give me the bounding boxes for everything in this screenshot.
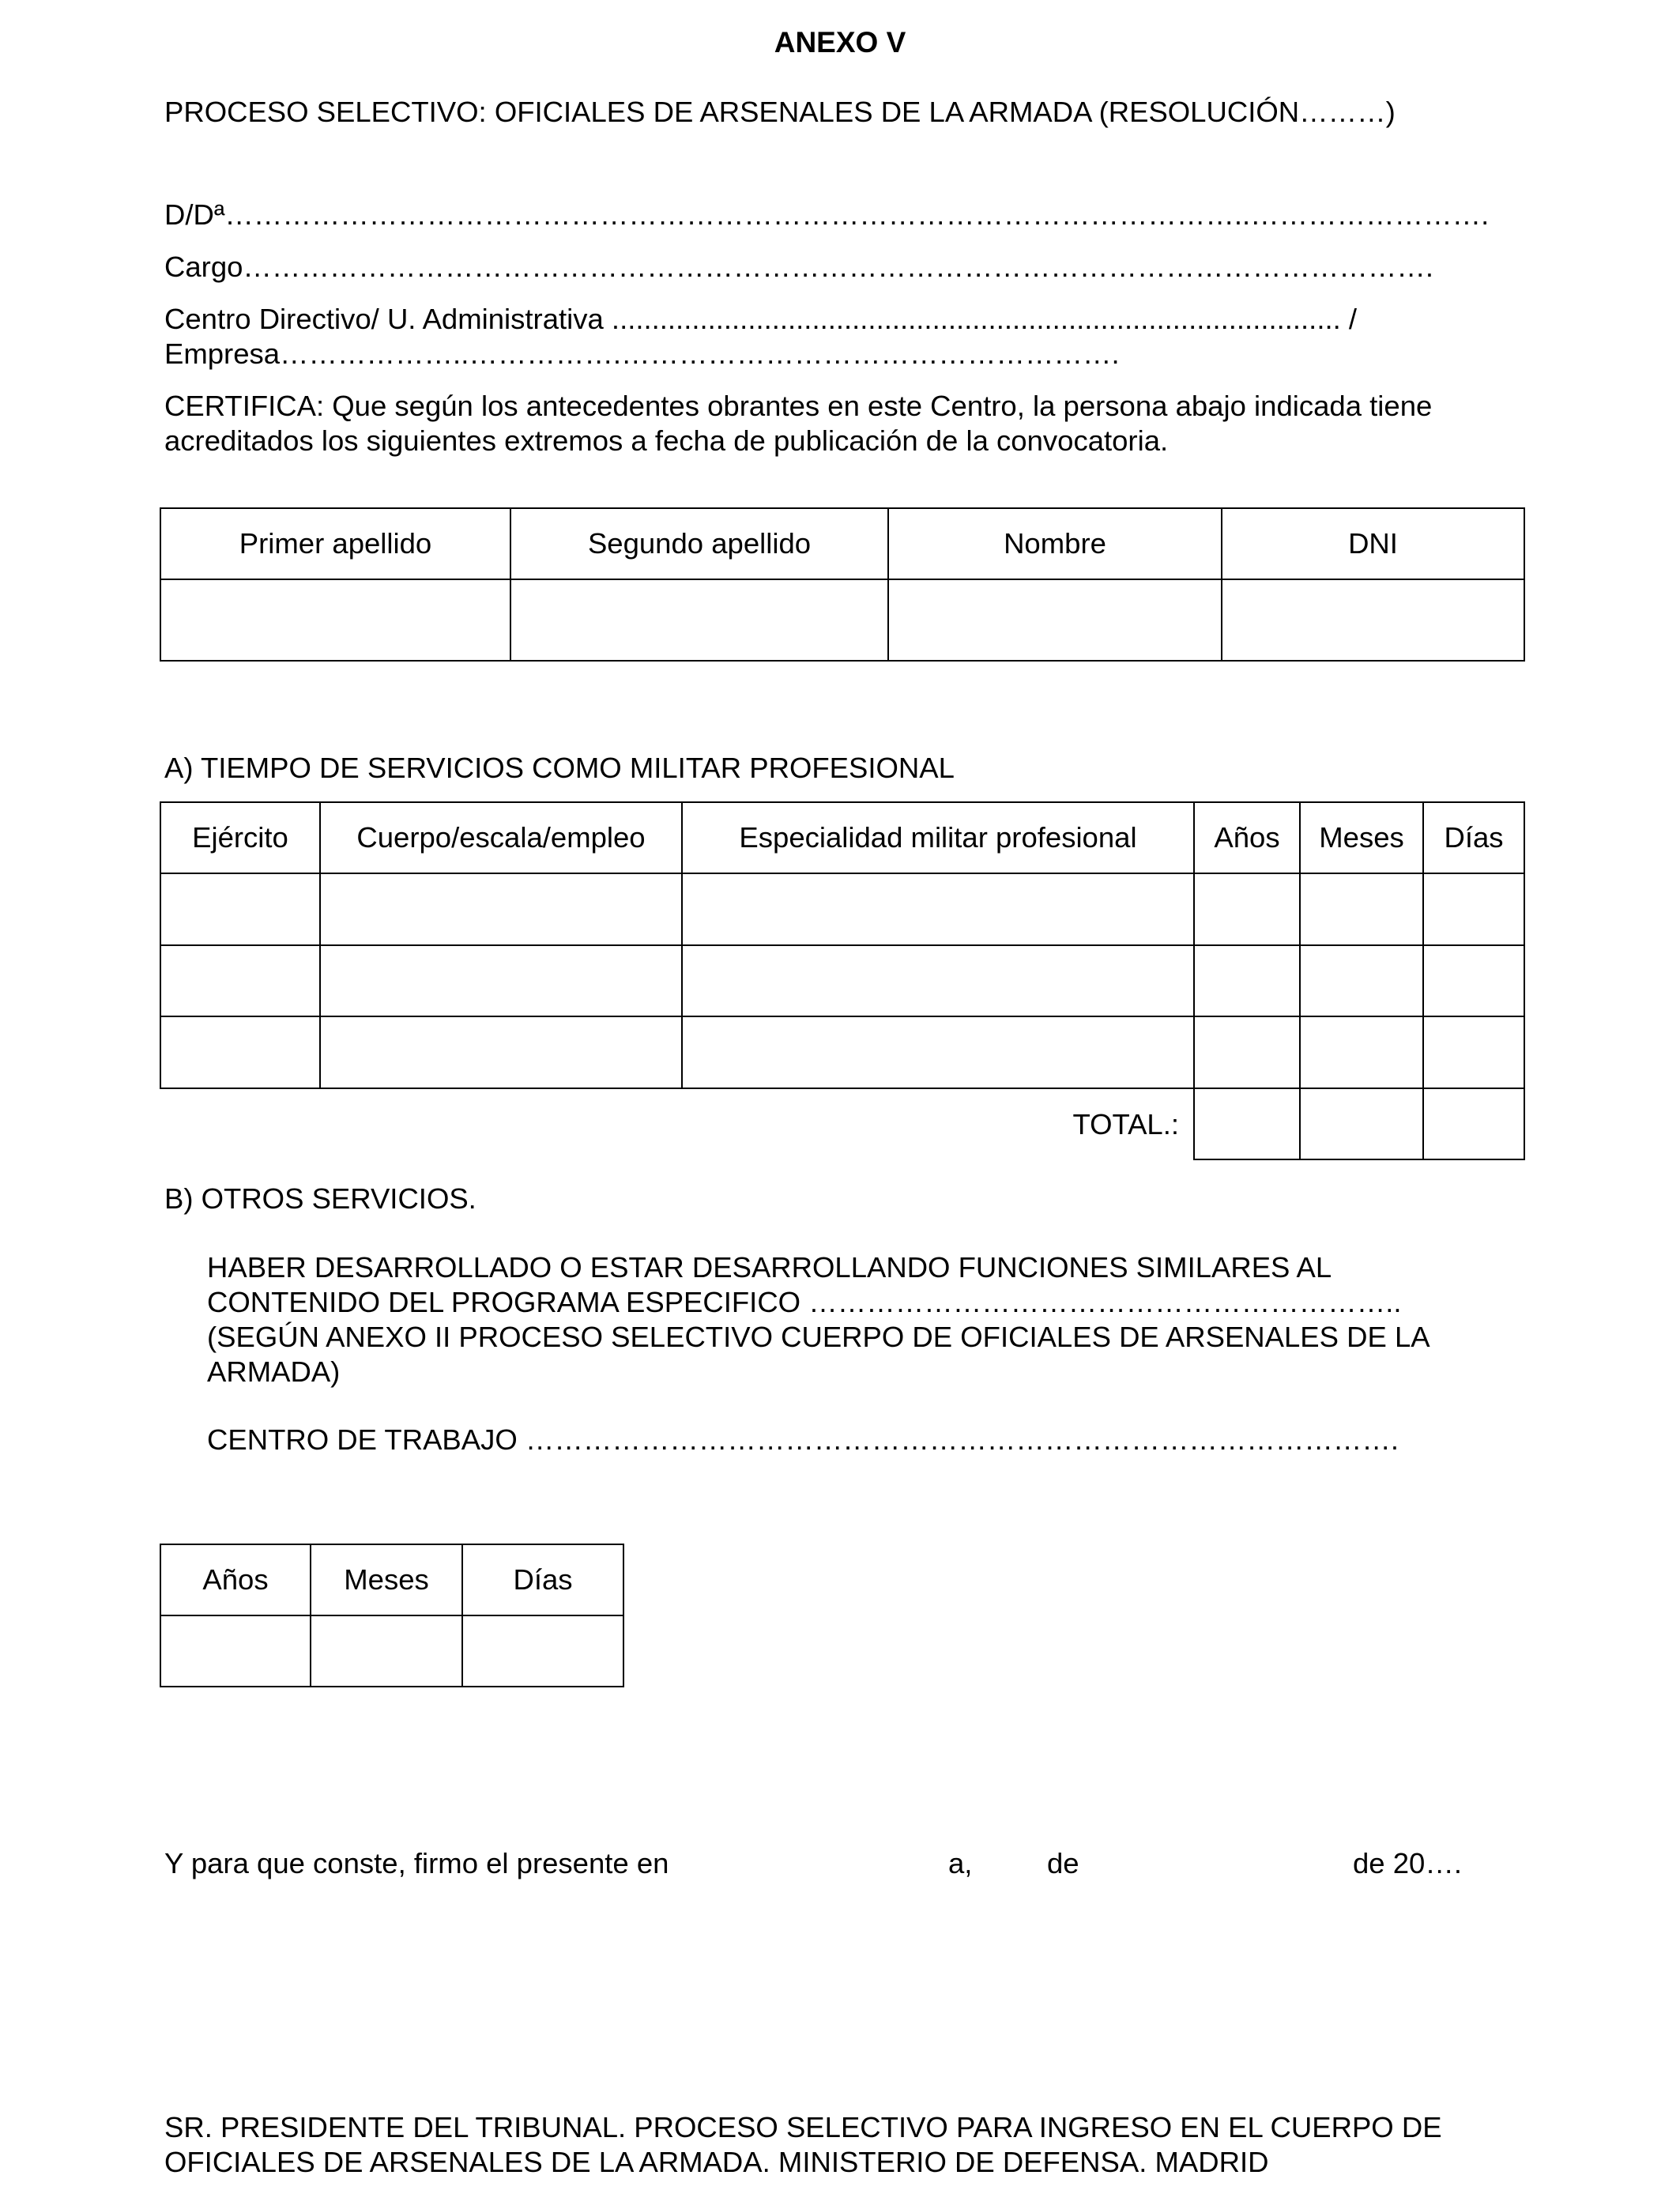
- section-b-line-1: HABER DESARROLLADO O ESTAR DESARROLLANDO FUNCIONES SIMILARES AL: [207, 1251, 1332, 1284]
- table-cell[interactable]: [160, 873, 320, 945]
- table-cell[interactable]: [1300, 1016, 1423, 1088]
- table-cell[interactable]: [160, 945, 320, 1016]
- total-anos-cell[interactable]: [1194, 1088, 1300, 1159]
- table-cell[interactable]: [1423, 1016, 1524, 1088]
- table-cell[interactable]: [320, 873, 682, 945]
- nombre-cell[interactable]: [888, 579, 1222, 661]
- total-label: TOTAL.:: [1072, 1107, 1179, 1140]
- signature-text: Y para que conste, firmo el presente en: [164, 1847, 669, 1879]
- section-b-line-3: (SEGÚN ANEXO II PROCESO SELECTIVO CUERPO DE OFICIALES DE ARSENALES DE LA: [207, 1321, 1430, 1353]
- table-cell[interactable]: [1300, 945, 1423, 1016]
- total-row: [160, 1088, 1524, 1159]
- dias-cell[interactable]: [462, 1615, 623, 1687]
- section-b-line-4: ARMADA): [207, 1355, 341, 1388]
- signature-de: de: [1047, 1847, 1079, 1879]
- signature-a: a,: [948, 1847, 973, 1879]
- header-anos: Años: [160, 1544, 311, 1615]
- centro-directivo-field[interactable]: Centro Directivo/ U. Administrativa ........................................................................................... /: [164, 303, 1358, 335]
- cargo-field[interactable]: Cargo…………………………………………………………………………………………………………….: [164, 251, 1434, 283]
- footer-line-2: OFICIALES DE ARSENALES DE LA ARMADA. MINISTERIO DE DEFENSA. MADRID: [164, 2146, 1269, 2178]
- signature-year: de 20….: [1353, 1847, 1462, 1879]
- header-cuerpo-escala-empleo: Cuerpo/escala/empleo: [320, 802, 682, 873]
- header-dias: Días: [1423, 802, 1524, 873]
- total-meses-cell[interactable]: [1300, 1088, 1423, 1159]
- dd-field[interactable]: D/Dª……………………………………………………………………………………………..…………………….: [164, 198, 1490, 231]
- centro-de-trabajo-field[interactable]: CENTRO DE TRABAJO ……………………………………………………………………………….: [207, 1423, 1399, 1456]
- meses-cell[interactable]: [311, 1615, 462, 1687]
- section-b-title: B) OTROS SERVICIOS.: [164, 1182, 477, 1215]
- table-row: [160, 945, 1524, 1016]
- header-dias: Días: [462, 1544, 623, 1615]
- table-cell[interactable]: [1194, 873, 1300, 945]
- table-cell[interactable]: [1423, 873, 1524, 945]
- header-dni: DNI: [1222, 508, 1524, 579]
- anos-cell[interactable]: [160, 1615, 311, 1687]
- document-title: ANEXO V: [774, 26, 906, 58]
- header-ejercito: Ejército: [160, 802, 320, 873]
- service-time-table: [160, 801, 1525, 1160]
- process-line: PROCESO SELECTIVO: OFICIALES DE ARSENALES DE LA ARMADA (RESOLUCIÓN………): [164, 96, 1396, 128]
- table-cell[interactable]: [320, 1016, 682, 1088]
- table-cell[interactable]: [1194, 1016, 1300, 1088]
- table-cell[interactable]: [320, 945, 682, 1016]
- primer-apellido-cell[interactable]: [160, 579, 510, 661]
- table-cell[interactable]: [682, 873, 1194, 945]
- dni-cell[interactable]: [1222, 579, 1524, 661]
- footer-line-1: SR. PRESIDENTE DEL TRIBUNAL. PROCESO SELECTIVO PARA INGRESO EN EL CUERPO DE: [164, 2111, 1442, 2143]
- table-cell[interactable]: [1423, 945, 1524, 1016]
- section-b-line-2[interactable]: CONTENIDO DEL PROGRAMA ESPECIFICO ……………………………………………………..: [207, 1286, 1402, 1318]
- header-nombre: Nombre: [888, 508, 1222, 579]
- table-row: [160, 873, 1524, 945]
- other-services-table: [160, 1544, 624, 1687]
- section-a-title: A) TIEMPO DE SERVICIOS COMO MILITAR PROFESIONAL: [164, 752, 955, 784]
- table-cell[interactable]: [682, 945, 1194, 1016]
- table-cell[interactable]: [682, 1016, 1194, 1088]
- certifica-line-2: acreditados los siguientes extremos a fecha de publicación de la convocatoria.: [164, 424, 1169, 457]
- header-segundo-apellido: Segundo apellido: [510, 508, 888, 579]
- certifica-line-1: CERTIFICA: Que según los antecedentes obrantes en este Centro, la persona abajo indicada tiene: [164, 390, 1433, 422]
- header-primer-apellido: Primer apellido: [160, 508, 510, 579]
- header-anos: Años: [1194, 802, 1300, 873]
- table-cell[interactable]: [1194, 945, 1300, 1016]
- header-meses: Meses: [311, 1544, 462, 1615]
- segundo-apellido-cell[interactable]: [510, 579, 888, 661]
- empresa-field[interactable]: Empresa………………..…………….…………………………………………….: [164, 337, 1120, 370]
- header-especialidad: Especialidad militar profesional: [682, 802, 1194, 873]
- table-cell[interactable]: [1300, 873, 1423, 945]
- total-dias-cell[interactable]: [1423, 1088, 1524, 1159]
- table-cell[interactable]: [160, 1016, 320, 1088]
- person-table: [160, 507, 1525, 662]
- table-row: [160, 1016, 1524, 1088]
- header-meses: Meses: [1300, 802, 1423, 873]
